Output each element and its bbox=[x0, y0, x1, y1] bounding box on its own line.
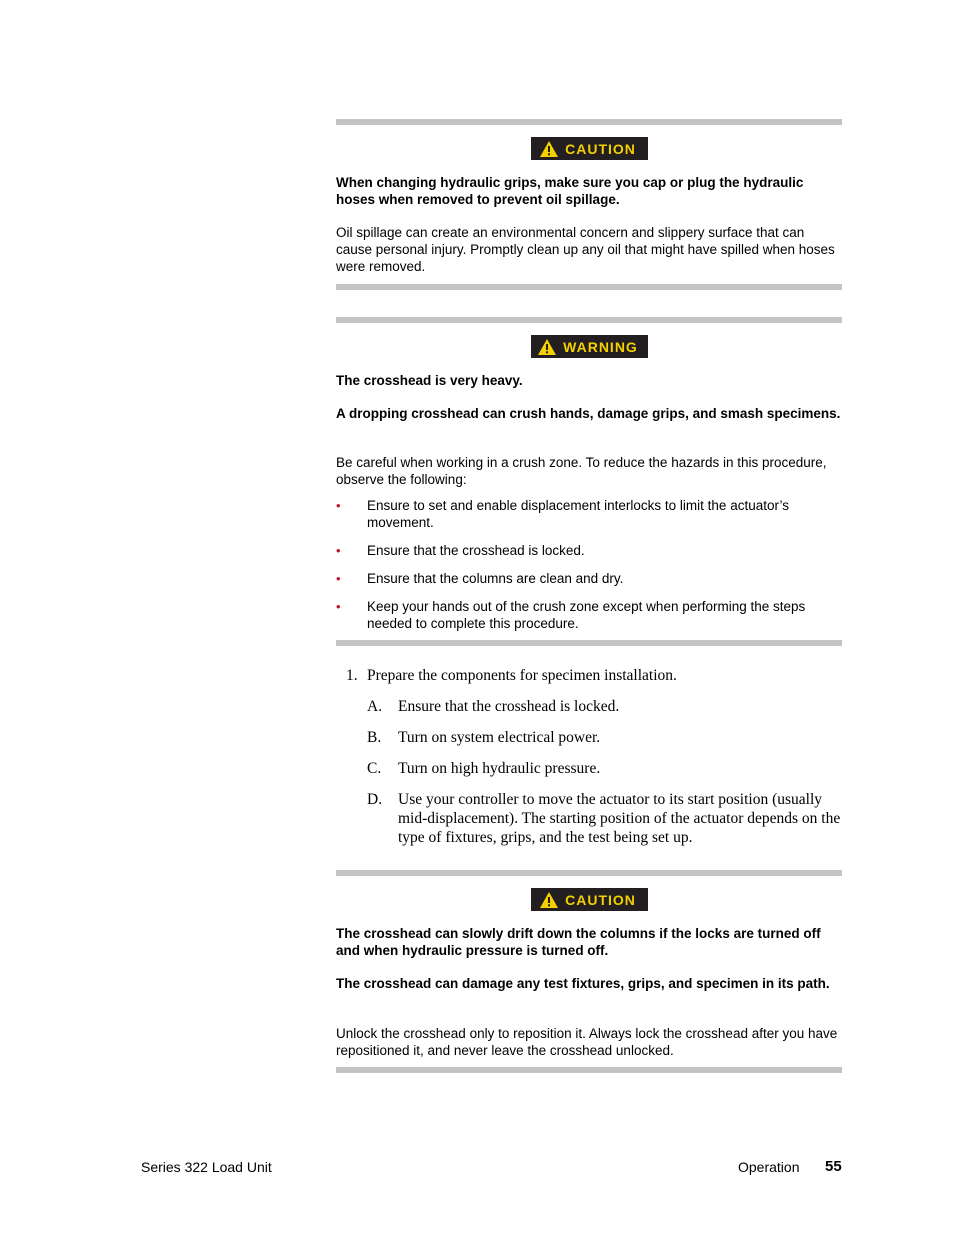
caution-bold-1: The crosshead can slowly drift down the columns if the locks are turned off and when hydraulic pressure is turned off. bbox=[336, 926, 821, 958]
page-number: 55 bbox=[825, 1158, 842, 1175]
bullet-icon: • bbox=[336, 571, 341, 586]
bullet-text: Ensure that the columns are clean and dry. bbox=[367, 571, 624, 586]
warning-triangle-icon bbox=[537, 338, 557, 356]
substep-letter: B. bbox=[367, 729, 382, 746]
warning-intro: Be careful when working in a crush zone. To reduce the hazards in this procedure, observe the following: bbox=[336, 455, 827, 487]
substep-letter: D. bbox=[367, 791, 383, 808]
substep-text: Ensure that the crosshead is locked. bbox=[398, 698, 620, 715]
warning-top-rule bbox=[336, 317, 842, 323]
caution-bold-2: The crosshead can damage any test fixtures, grips, and specimen in its path. bbox=[336, 976, 830, 991]
caution-badge bbox=[531, 137, 648, 160]
substep-letter: A. bbox=[367, 698, 383, 715]
bullet-icon: • bbox=[336, 498, 341, 513]
step-number: 1. bbox=[346, 667, 358, 684]
caution-bold-text: When changing hydraulic grips, make sure you cap or plug the hydraulic hoses when removed to prevent oil spillage. bbox=[336, 175, 804, 207]
caution-badge-label: CAUTION bbox=[565, 891, 636, 908]
caution-top-rule bbox=[336, 119, 842, 125]
footer-title: Series 322 Load Unit bbox=[141, 1159, 272, 1175]
bullet-text: Keep your hands out of the crush zone except when performing the steps needed to complete this procedure. bbox=[367, 599, 806, 631]
caution-body-text: Oil spillage can create an environmental concern and slippery surface that can cause personal injury. Promptly clean up any oil that might have spilled when hoses were removed. bbox=[336, 225, 835, 274]
warning-bottom-rule bbox=[336, 640, 842, 646]
substep-letter: C. bbox=[367, 760, 382, 777]
warning-bold-2: A dropping crosshead can crush hands, damage grips, and smash specimens. bbox=[336, 406, 841, 421]
caution-bottom-rule bbox=[336, 1067, 842, 1073]
warning-badge bbox=[531, 335, 648, 358]
warning-triangle-icon bbox=[539, 891, 559, 909]
footer-section: Operation bbox=[738, 1159, 800, 1175]
warning-badge-label: WARNING bbox=[563, 338, 638, 355]
caution-top-rule bbox=[336, 870, 842, 876]
warning-bold-1: The crosshead is very heavy. bbox=[336, 373, 523, 388]
caution-bottom-rule bbox=[336, 284, 842, 290]
bullet-text: Ensure to set and enable displacement interlocks to limit the actuator’s movement. bbox=[367, 498, 789, 530]
caution-badge bbox=[531, 888, 648, 911]
substep-text: Turn on high hydraulic pressure. bbox=[398, 760, 601, 777]
substep-text: Turn on system electrical power. bbox=[398, 729, 601, 746]
bullet-icon: • bbox=[336, 543, 341, 558]
step-text: Prepare the components for specimen installation. bbox=[367, 667, 677, 684]
substep-text: Use your controller to move the actuator to its start position (usually mid-displacement). The starting position of the actuator depends on the type of fixtures, grips, and the test being set up. bbox=[398, 791, 841, 846]
caution-body-text: Unlock the crosshead only to reposition it. Always lock the crosshead after you have repositioned it, and never leave the crosshead unlocked. bbox=[336, 1026, 838, 1058]
warning-triangle-icon bbox=[539, 140, 559, 158]
caution-badge-label: CAUTION bbox=[565, 140, 636, 157]
bullet-icon: • bbox=[336, 599, 341, 614]
bullet-text: Ensure that the crosshead is locked. bbox=[367, 543, 585, 558]
